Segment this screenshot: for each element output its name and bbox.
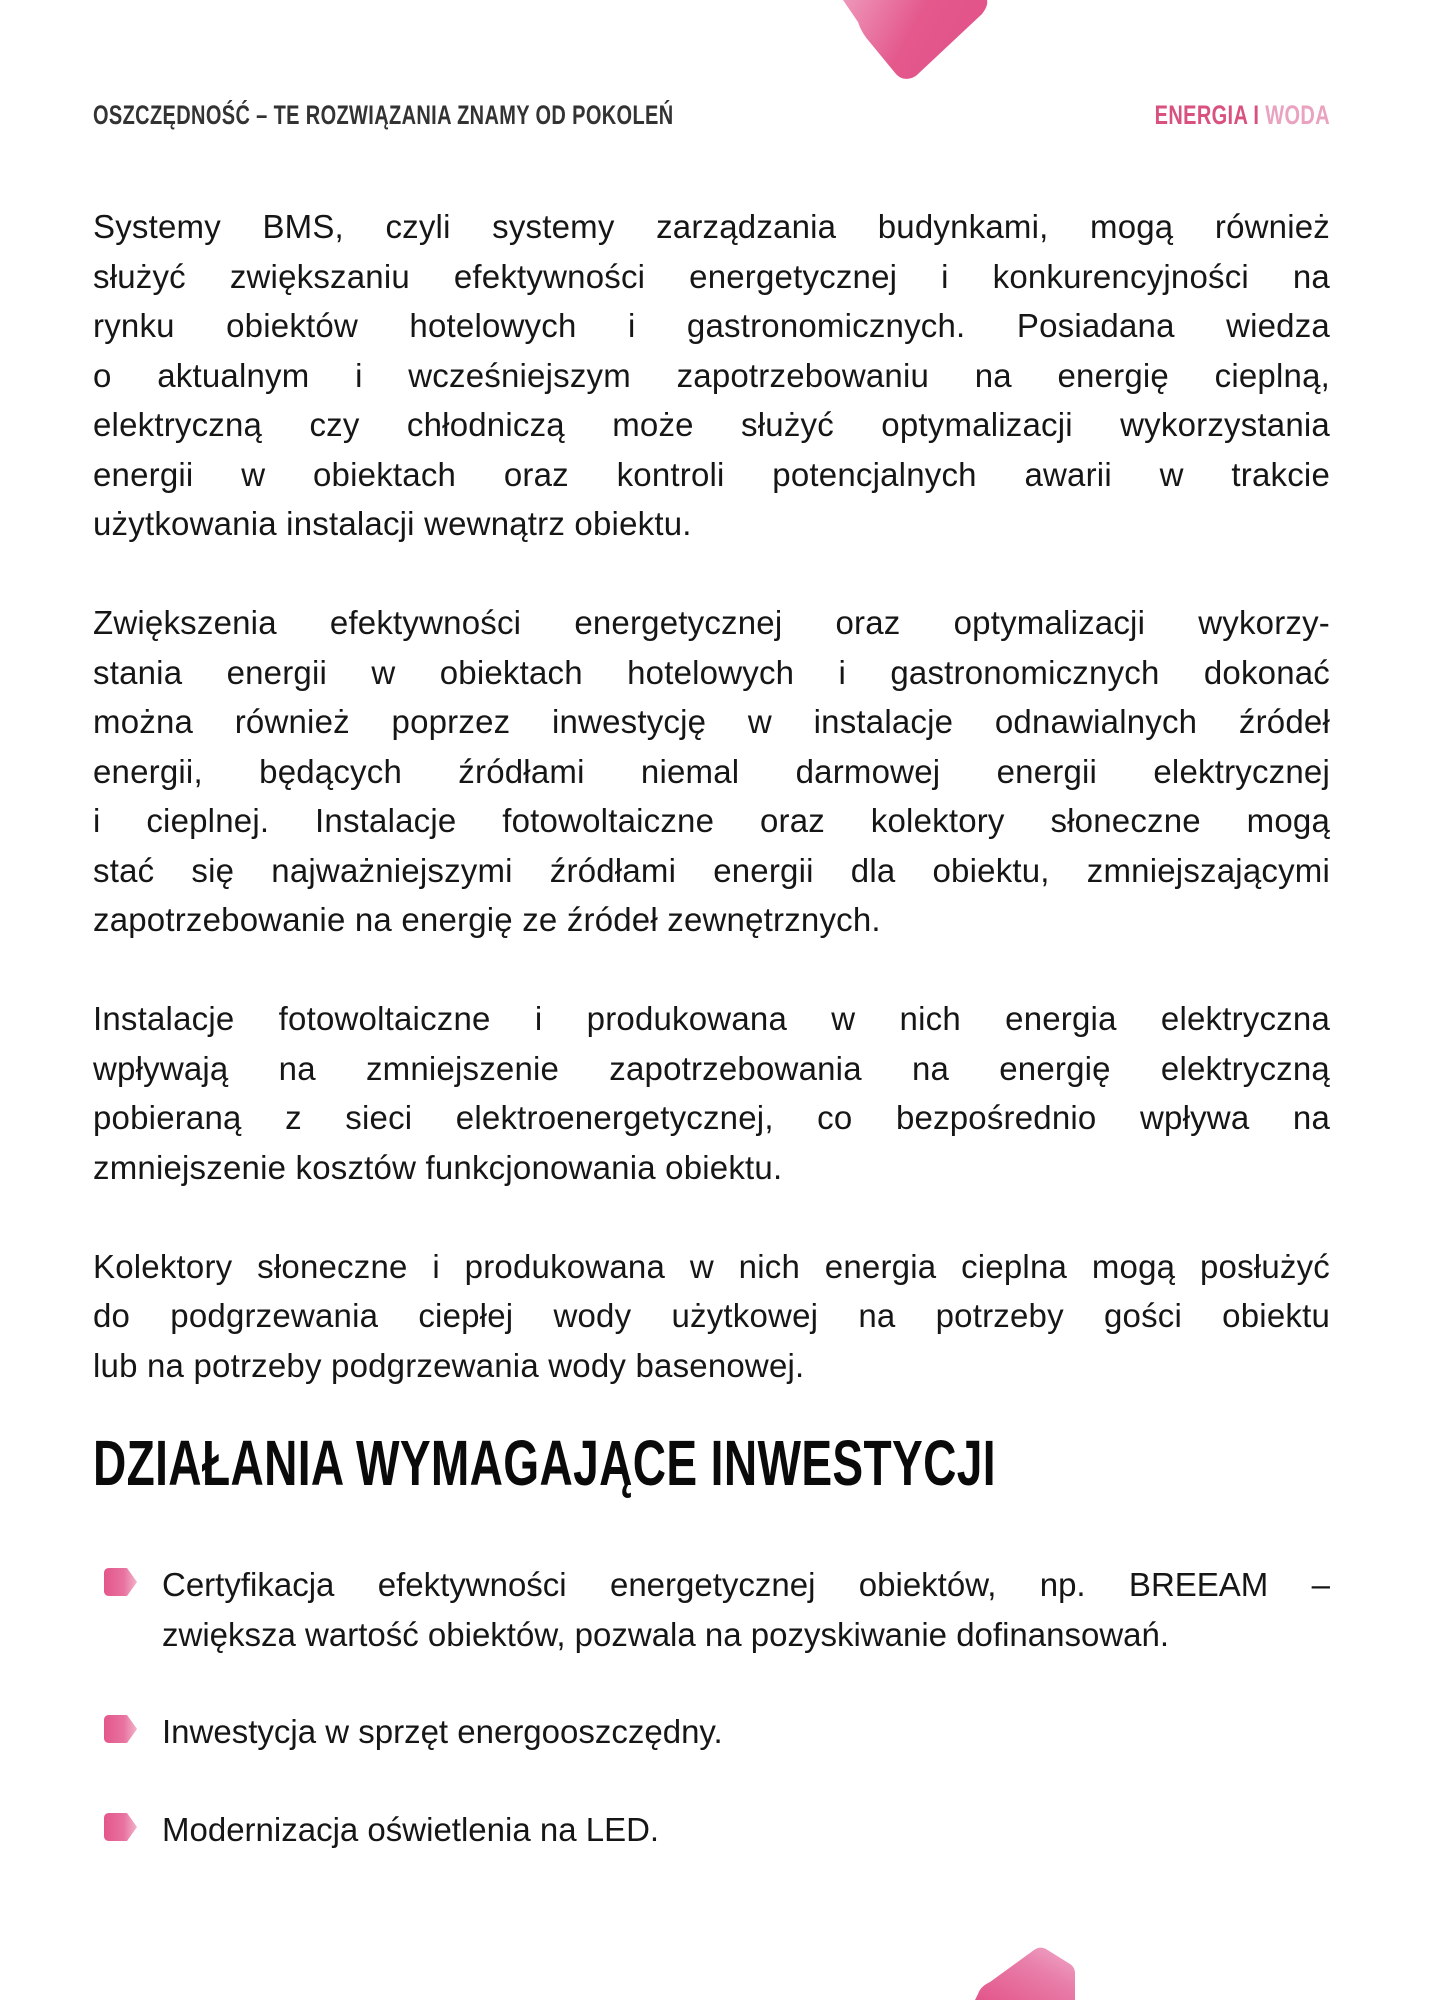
text-line: Instalacje fotowoltaiczne i produkowana w nich energia elektryczna (93, 1000, 1330, 1037)
text-line: Zwiększenia efektywności energetycznej oraz optymalizacji wykorzy- (93, 604, 1330, 641)
section-heading: DZIAŁANIA WYMAGAJĄCE INWESTYCJI (93, 1427, 996, 1499)
list-item-text: Certyfikacja efektywności energetycznej obiektów, np. BREEAM – (162, 1566, 1330, 1603)
text-line: rynku obiektów hotelowych i gastronomicznych. Posiadana wiedza (93, 307, 1330, 344)
decorative-pink-shape-top (830, 0, 1000, 90)
list-item-text: Inwestycja w sprzęt energooszczędny. (162, 1713, 723, 1750)
pink-pentagon-bullet-icon (103, 1714, 138, 1744)
text-line: zmniejszenie kosztów funkcjonowania obiektu. (93, 1148, 783, 1186)
paragraph-bms (93, 202, 1330, 549)
text-line: energii, będących źródłami niemal darmowej energii elektrycznej (93, 752, 1330, 790)
decorative-pink-shape-bottom (960, 1940, 1090, 2000)
list-item-text: Modernizacja oświetlenia na LED. (162, 1810, 660, 1848)
list-item (93, 1805, 1330, 1855)
list-item (93, 1560, 1330, 1659)
text-line: o aktualnym i wcześniejszym zapotrzebowaniu na energię cieplną, (93, 356, 1330, 394)
text-line: wpływają na zmniejszenie zapotrzebowania na energię elektryczną (93, 1049, 1330, 1087)
text-line: pobieraną z sieci elektroenergetycznej, co bezpośrednio wpływa na (93, 1099, 1330, 1136)
list-item (93, 1707, 1330, 1757)
text-line: elektryczną czy chłodniczą może służyć optymalizacji wykorzystania (93, 406, 1330, 443)
pink-pentagon-bullet-icon (103, 1567, 138, 1597)
text-line: zapotrzebowanie na energię ze źródeł zewnętrznych. (93, 901, 881, 938)
text-line: można również poprzez inwestycję w instalacje odnawialnych źródeł (93, 703, 1330, 740)
text-line: stania energii w obiektach hotelowych i gastronomicznych dokonać (93, 653, 1330, 691)
text-line: Systemy BMS, czyli systemy zarządzania budynkami, mogą również (93, 208, 1330, 245)
paragraph-renewables (93, 598, 1330, 945)
text-line: energii w obiektach oraz kontroli potencjalnych awarii w trakcie (93, 455, 1330, 493)
body-text (93, 202, 1330, 1440)
text-line: służyć zwiększaniu efektywności energetycznej i konkurencyjności na (93, 257, 1330, 295)
paragraph-photovoltaics (93, 994, 1330, 1192)
section-label-part1: ENERGIA I (1154, 100, 1260, 130)
section-label-part2: WODA (1265, 100, 1330, 130)
paragraph-solar-collectors (93, 1242, 1330, 1391)
list-item-text: zwiększa wartość obiektów, pozwala na pozyskiwanie dofinansowań. (162, 1615, 1170, 1653)
text-line: Kolektory słoneczne i produkowana w nich energia cieplna mogą posłużyć (93, 1247, 1330, 1285)
text-line: do podgrzewania ciepłej wody użytkowej na potrzeby gości obiektu (93, 1297, 1330, 1334)
chapter-title: OSZCZĘDNOŚĆ – TE ROZWIĄZANIA ZNAMY OD POKOLEŃ (93, 100, 674, 130)
text-line: lub na potrzeby podgrzewania wody basenowej. (93, 1346, 805, 1384)
running-header (93, 99, 1330, 131)
text-line: i cieplnej. Instalacje fotowoltaiczne oraz kolektory słoneczne mogą (93, 802, 1330, 839)
section-label (1155, 99, 1330, 131)
pink-pentagon-bullet-icon (103, 1812, 138, 1842)
investment-list (93, 1560, 1330, 1854)
text-line: stać się najważniejszymi źródłami energii dla obiektu, zmniejszającymi (93, 851, 1330, 889)
text-line: użytkowania instalacji wewnątrz obiektu. (93, 505, 692, 542)
